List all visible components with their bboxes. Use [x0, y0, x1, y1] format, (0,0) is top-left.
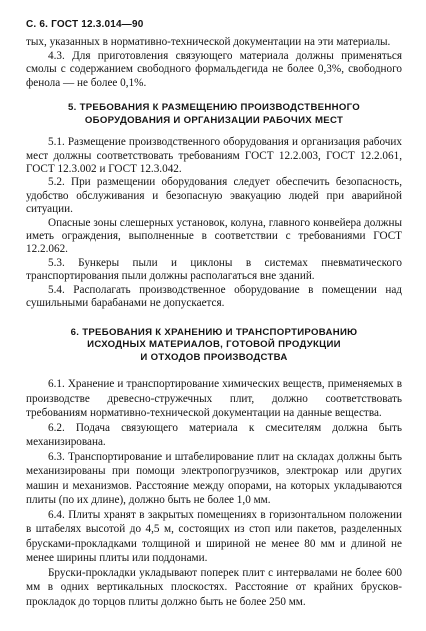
section-6-heading-line-3: И ОТХОДОВ ПРОИЗВОДСТВА — [140, 351, 288, 363]
document-page — [26, 18, 402, 609]
section-5-heading — [26, 102, 402, 127]
section-5-heading-line-2: ОБОРУДОВАНИЯ И ОРГАНИЗАЦИИ РАБОЧИХ МЕСТ — [84, 114, 344, 126]
paragraph-6-3: 6.3. Транспортирование и штабелирование плит на складах должны быть механизированы при помощи электропогрузчиков, электрокар или других машин и механизмов. Расстояние между опорами, на которых укладываются плиты (по их длине), должно быть не более 1,0 мм. — [26, 450, 402, 507]
paragraph-5-2: 5.2. При размещении оборудования следует обеспечить безопасность, удобство обслуживания и безопасную эвакуацию людей при аварийной ситуации. — [26, 176, 402, 216]
paragraph-6-2: 6.2. Подача связующего материала к смесителям должна быть механизирована. — [26, 421, 402, 449]
section-6-heading-line-2: ИСХОДНЫХ МАТЕРИАЛОВ, ГОТОВОЙ ПРОДУКЦИИ — [87, 339, 341, 351]
continuation-paragraph: тых, указанных в нормативно-технической документации на эти материалы. — [26, 36, 391, 49]
section-6-heading-line-1: 6. ТРЕБОВАНИЯ К ХРАНЕНИЮ И ТРАНСПОРТИРОВАНИЮ — [70, 326, 358, 338]
paragraph-6-1: 6.1. Хранение и транспортирование химических веществ, применяемых в производстве древесно-стружечных плит, должно соответствовать требованиям нормативно-технической документации на данные вещества. — [26, 378, 402, 420]
section-5-heading-line-1: 5. ТРЕБОВАНИЯ К РАЗМЕЩЕНИЮ ПРОИЗВОДСТВЕННОГО — [68, 102, 360, 114]
paragraph-5-3: 5.3. Бункеры пыли и циклоны в системах пневматического транспортирования пыли должны располагаться вне зданий. — [26, 256, 402, 283]
paragraph-6-4-continued: Бруски-прокладки укладывают поперек плит с интервалами не более 600 мм в одних вертикальных плоскостях. Расстояние от крайних брусков-прокладок до торцов плиты должно быть не более 250 мм. — [26, 566, 402, 608]
paragraph-5-2-continued: Опасные зоны слешерных установок, колуна, главного конвейера должны иметь ограждения, выполненные в соответствии с требованиями ГОСТ 12.2.062. — [26, 216, 402, 256]
paragraph-5-1: 5.1. Размещение производственного оборудования и организация рабочих мест должны соответствовать требованиям ГОСТ 12.2.003, ГОСТ 12.2.061, ГОСТ 12.3.002 и ГОСТ 12.3.042. — [26, 136, 402, 176]
section-6-heading — [26, 327, 402, 365]
paragraph-6-4: 6.4. Плиты хранят в закрытых помещениях в горизонтальном положении в штабелях высотой до 4,5 м, состоящих из стоп или пакетов, разделенных брусками-прокладками толщиной и шириной не менее 80 мм и длиной не менее ширины плиты или поддонами. — [26, 508, 402, 565]
paragraph-5-4: 5.4. Располагать производственное оборудование в помещении над сушильными барабанами не допускается. — [26, 283, 402, 310]
section-6-body — [26, 377, 402, 609]
paragraph-4-3: 4.3. Для приготовления связующего материала должны применяться смолы с содержанием свободного формальдегида не более 0,3%, свободного фенола — не более 0,1%. — [26, 49, 402, 89]
page-header: С. 6. ГОСТ 12.3.014—90 — [26, 19, 144, 30]
